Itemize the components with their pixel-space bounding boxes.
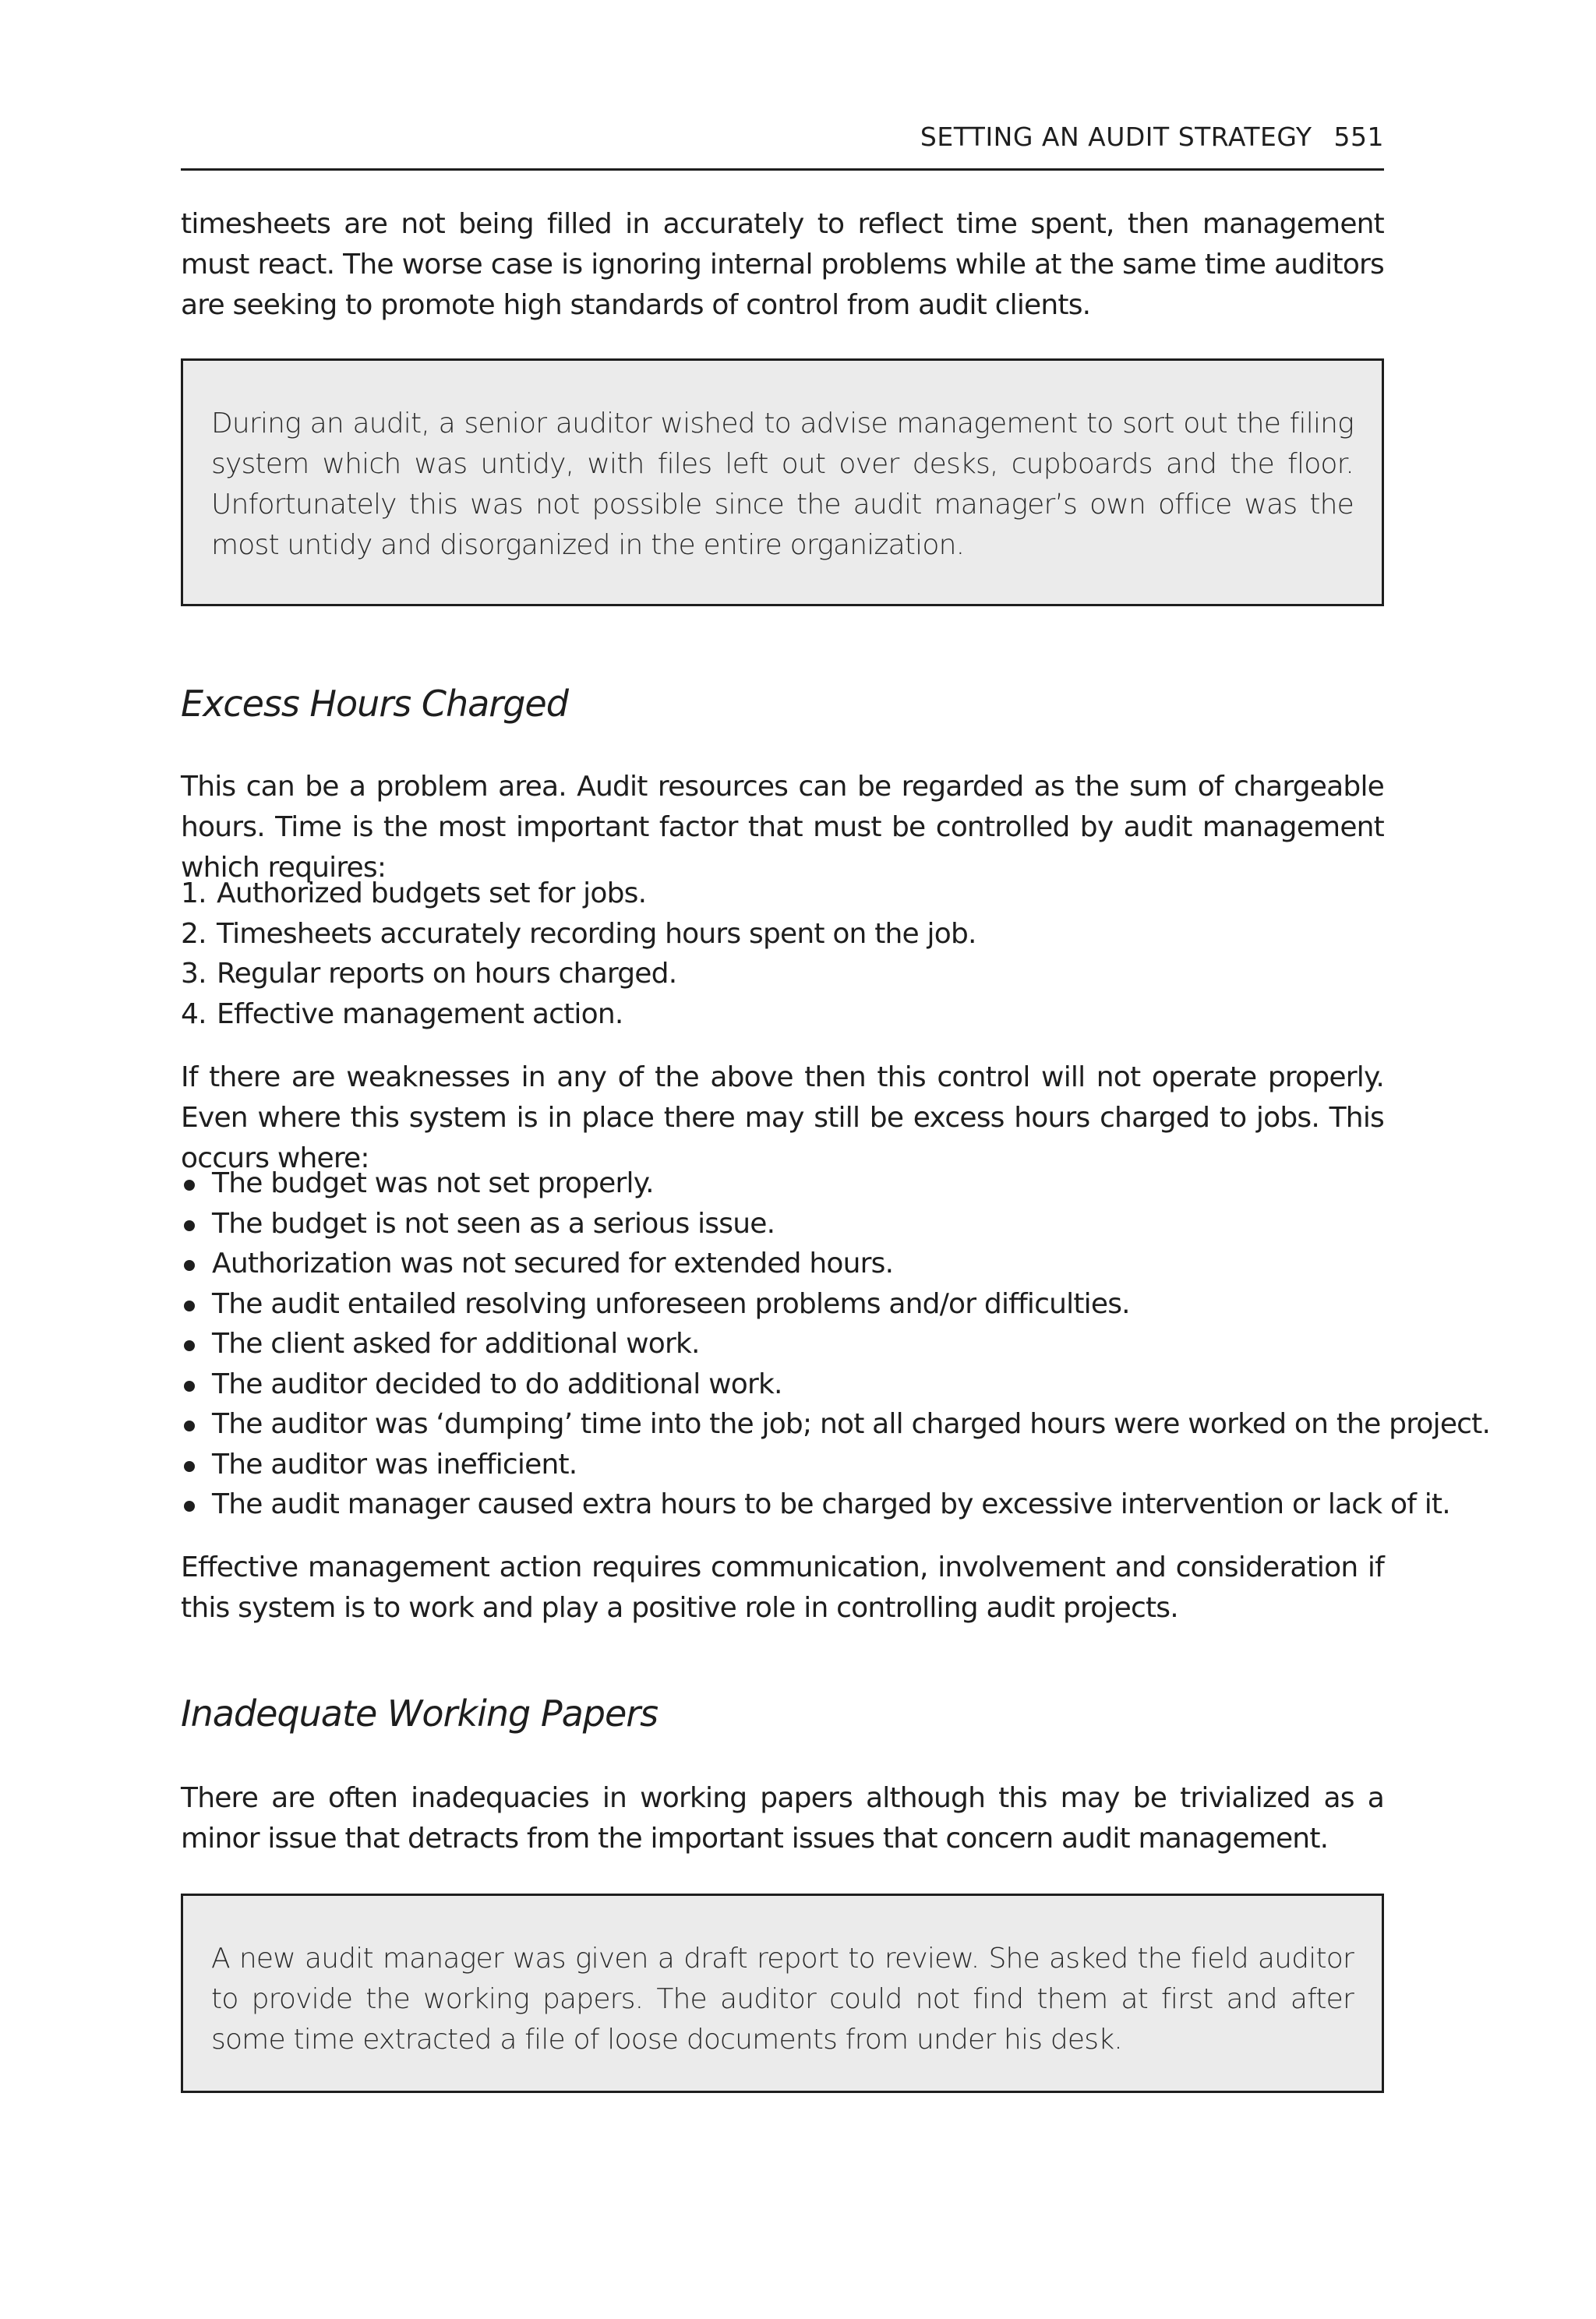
list-item: The budget was not set properly. [181, 1163, 1384, 1204]
section-heading-working-papers: Inadequate Working Papers [181, 1692, 659, 1735]
excess-hours-paragraph-2: If there are weaknesses in any of the above then this control will not operate properly. Even where this system is in place there may still be excess hours charged to jobs. This occurs where: [181, 1061, 1384, 1174]
list-item: 3. Regular reports on hours charged. [181, 958, 677, 990]
bullet-icon [184, 1501, 195, 1512]
case-study-text-2: A new audit manager was given a draft report to review. She asked the field auditor to provide the working papers. The auditor could not find them at first and after some time extracted a file of loose documents from under his desk. [211, 1943, 1354, 2056]
bullet-icon [184, 1301, 195, 1311]
bullet-icon [184, 1260, 195, 1271]
list-item: The audit manager caused extra hours to be charged by excessive intervention or lack of it. [181, 1484, 1384, 1525]
requirements-list [181, 874, 1384, 1034]
list-item: Authorization was not secured for extended hours. [181, 1244, 1384, 1284]
case-study-box-1 [181, 358, 1384, 606]
case-study-box-2 [181, 1894, 1384, 2093]
list-item: The budget is not seen as a serious issue. [181, 1204, 1384, 1244]
running-title: SETTING AN AUDIT STRATEGY [920, 122, 1312, 152]
bullet-icon [184, 1180, 195, 1191]
bullet-icon [184, 1381, 195, 1392]
list-item: The auditor decided to do additional work. [181, 1364, 1384, 1405]
list-item: 4. Effective management action. [181, 997, 623, 1030]
list-item: 1. Authorized budgets set for jobs. [181, 877, 647, 909]
list-item: The auditor was ‘dumping’ time into the job; not all charged hours were worked on the project. [181, 1404, 1384, 1445]
working-papers-paragraph-1: There are often inadequacies in working papers although this may be trivialized as a minor issue that detracts from the important issues that concern audit management. [181, 1782, 1384, 1855]
section-heading-excess-hours: Excess Hours Charged [181, 683, 568, 725]
bullet-icon [184, 1340, 195, 1351]
excess-hours-paragraph-1: This can be a problem area. Audit resources can be regarded as the sum of chargeable hours. Time is the most important factor that must be controlled by audit management which requires: [181, 771, 1384, 884]
bullet-icon [184, 1461, 195, 1472]
bullet-icon [184, 1421, 195, 1431]
excess-hours-paragraph-3: Effective management action requires communication, involvement and consideration if this system is to work and play a positive role in controlling audit projects. [181, 1551, 1384, 1624]
bullet-icon [184, 1220, 195, 1231]
causes-bullet-list [181, 1163, 1491, 1525]
list-item: The auditor was inefficient. [181, 1445, 1384, 1485]
intro-paragraph: timesheets are not being filled in accurately to reflect time spent, then management must react. The worse case is ignoring internal problems while at the same time auditors are seeking to promote high standards of control from audit clients. [181, 208, 1384, 321]
list-item: The audit entailed resolving unforeseen problems and/or difficulties. [181, 1284, 1384, 1325]
page-number: 551 [1333, 122, 1384, 152]
list-item: The client asked for additional work. [181, 1324, 1384, 1364]
header-rule [181, 168, 1384, 171]
case-study-text-1: During an audit, a senior auditor wished to advise management to sort out the filing system which was untidy, with files left out over desks, cupboards and the floor. Unfortunately this was not possible since the audit manager’s own office was the most untidy and disorganized in the entire organization. [211, 408, 1354, 561]
list-item: 2. Timesheets accurately recording hours spent on the job. [181, 917, 976, 950]
running-header [920, 122, 1384, 152]
